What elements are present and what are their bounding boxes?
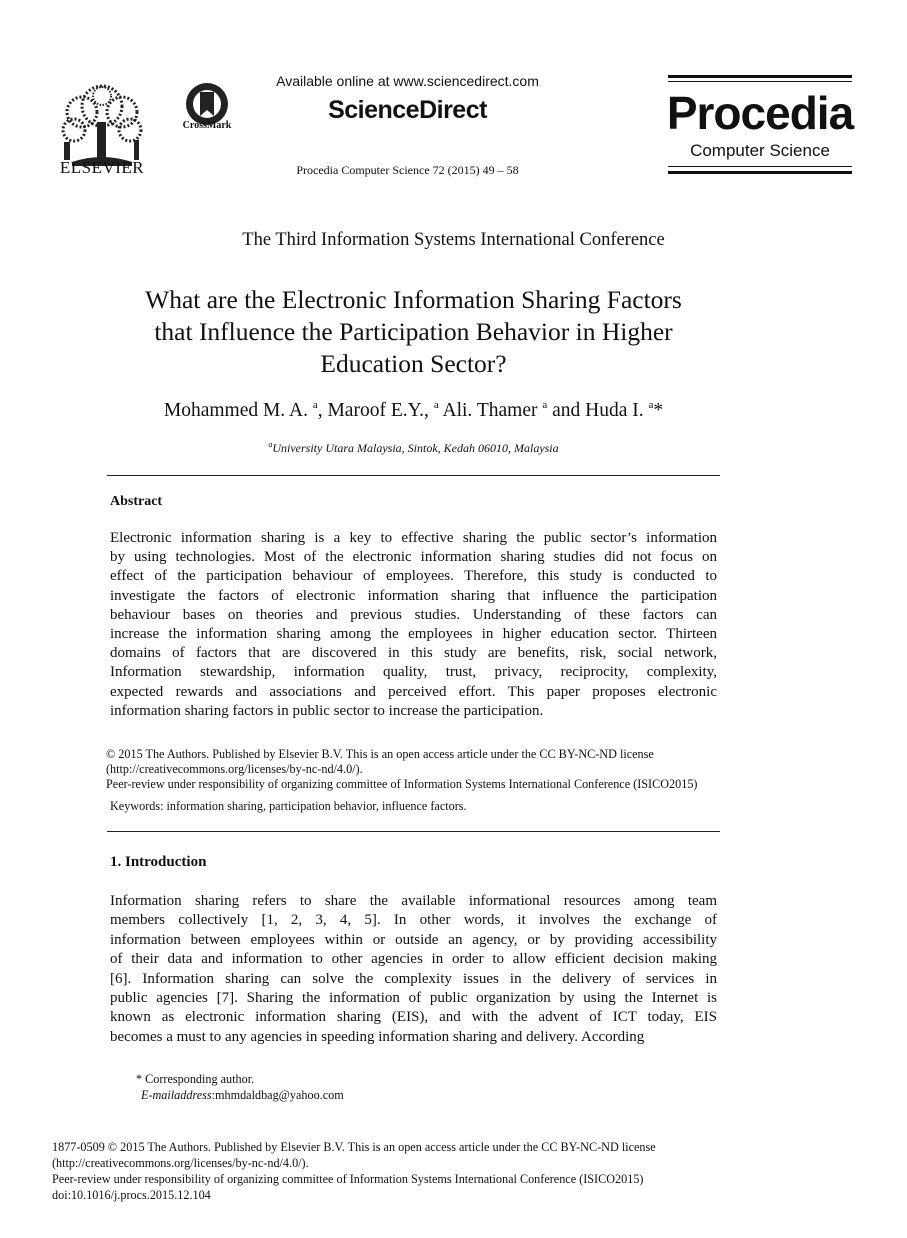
license-link[interactable]: (http://creativecommons.org/licenses/by-nc-nd/4.0/). [106, 762, 363, 777]
author-affil-mark: a [542, 399, 548, 411]
journal-reference: Procedia Computer Science 72 (2015) 49 – 58 [296, 163, 519, 177]
abstract-line: increase the information sharing among the employees in higher education sector. Thirteen [110, 626, 717, 643]
abstract-heading: Abstract [110, 494, 163, 509]
corresponding-author-note: * Corresponding author. [136, 1072, 255, 1086]
author-name: Huda I. [585, 400, 644, 421]
email-footnote [141, 1087, 344, 1103]
title-line-2: that Influence the Participation Behavior in Higher [154, 317, 673, 346]
title-line-1: What are the Electronic Information Sharing Factors [145, 285, 682, 314]
procedia-top-rule [668, 75, 852, 78]
abstract-line: Electronic information sharing is a key to effective sharing the public sector’s information [110, 530, 717, 546]
author-separator: , [317, 400, 328, 421]
bottom-peer-review-line: Peer-review under responsibility of organizing committee of Information Systems International Conference (ISICO2015) [52, 1172, 644, 1186]
corresponding-mark: * [653, 400, 664, 421]
keywords: Keywords: information sharing, participation behavior, influence factors. [110, 799, 467, 813]
procedia-bottom-rule [668, 171, 852, 174]
abstract-top-rule [107, 475, 720, 476]
procedia-logo-subtitle: Computer Science [690, 141, 830, 160]
affiliation [100, 440, 727, 456]
intro-line: information between employees within or outside an agency, or by providing accessibility [110, 931, 717, 948]
abstract-line: behaviour bases on theories and previous studies. Understanding of these factors can [110, 606, 717, 623]
abstract-line: information sharing factors in public sector to increase the participation. [110, 702, 544, 719]
doi-line[interactable]: doi:10.1016/j.procs.2015.12.104 [52, 1188, 211, 1202]
email-address[interactable]: :mhmdaldbag@yahoo.com [211, 1088, 344, 1102]
license-block [106, 747, 697, 793]
license-line-1: © 2015 The Authors. Published by Elsevier B.V. This is an open access article under the CC BY-NC-ND license [106, 747, 654, 761]
abstract-line: investigate the factors of electronic information sharing that influence the participation [110, 587, 717, 604]
paper-title [100, 284, 727, 380]
procedia-bottom-rule-thin [668, 166, 852, 167]
procedia-top-rule-thin [668, 81, 852, 82]
elsevier-wordmark: ELSEVIER [59, 158, 145, 177]
author-name: Mohammed M. A. [163, 400, 308, 421]
issn-license-line: 1877-0509 © 2015 The Authors. Published by Elsevier B.V. This is an open access article under the CC BY-NC-ND license [52, 1140, 656, 1154]
abstract-line: expected rewards and associations and perceived effort. This paper proposes electronic [110, 683, 717, 700]
affiliation-text: University Utara Malaysia, Sintok, Kedah 06010, Malaysia [272, 441, 559, 455]
abstract-line: Information stewardship, information quality, trust, privacy, reciprocity, complexity, [110, 664, 717, 681]
intro-line: Information sharing refers to share the available informational resources among team [110, 893, 717, 909]
intro-line: becomes a must to any agencies in speeding information sharing and delivery. According [110, 1028, 645, 1045]
author-name: Ali. Thamer [442, 400, 538, 421]
crossmark-label: CrossMark [182, 120, 232, 131]
peer-review-line: Peer-review under responsibility of organizing committee of Information Systems International Conference (ISICO2015) [106, 777, 698, 792]
intro-line: known as electronic information sharing (EIS), and with the advent of ICT today, EIS [110, 1009, 717, 1026]
available-online-line[interactable]: Available online at www.sciencedirect.com [276, 73, 539, 89]
bottom-license-link[interactable]: (http://creativecommons.org/licenses/by-nc-nd/4.0/). [52, 1156, 309, 1170]
abstract-line: domains of factors that are discovered in this study are benefits, risk, social network, [110, 645, 717, 662]
affil-mark: a [268, 440, 273, 449]
abstract-bottom-rule [107, 831, 720, 832]
author-name: Maroof E.Y., [327, 400, 429, 421]
abstract-body [110, 529, 717, 721]
procedia-logo-title: Procedia [666, 87, 854, 139]
sciencedirect-brand: ScienceDirect [328, 96, 487, 124]
introduction-body [110, 892, 717, 1047]
conference-name: The Third Information Systems International Conference [242, 230, 665, 250]
author-affil-mark: a [312, 399, 318, 411]
abstract-line: effect of the participation behaviour of employees. Therefore, this study is conducted to [110, 568, 717, 585]
abstract-line: by using technologies. Most of the electronic information sharing studies did not focus on [110, 549, 717, 566]
email-label: E-mailaddress [141, 1088, 212, 1102]
author-affil-mark: a [433, 399, 439, 411]
author-separator: and [547, 400, 586, 421]
bottom-license-block [52, 1139, 656, 1203]
introduction-heading: 1. Introduction [110, 854, 207, 870]
intro-line: public agencies [7]. Sharing the information of public organization by using the Internet is [110, 990, 717, 1007]
intro-line: members collectively [1, 2, 3, 4, 5]. In other words, it involves the exchange of [110, 912, 717, 929]
author-list [100, 399, 727, 422]
title-line-3: Education Sector? [320, 349, 507, 378]
intro-line: of their data and information to other agencies in order to allow efficient decision making [110, 951, 717, 968]
intro-line: [6]. Information sharing can solve the complexity issues in the delivery of services in [110, 970, 717, 987]
author-affil-mark: a [648, 399, 654, 411]
